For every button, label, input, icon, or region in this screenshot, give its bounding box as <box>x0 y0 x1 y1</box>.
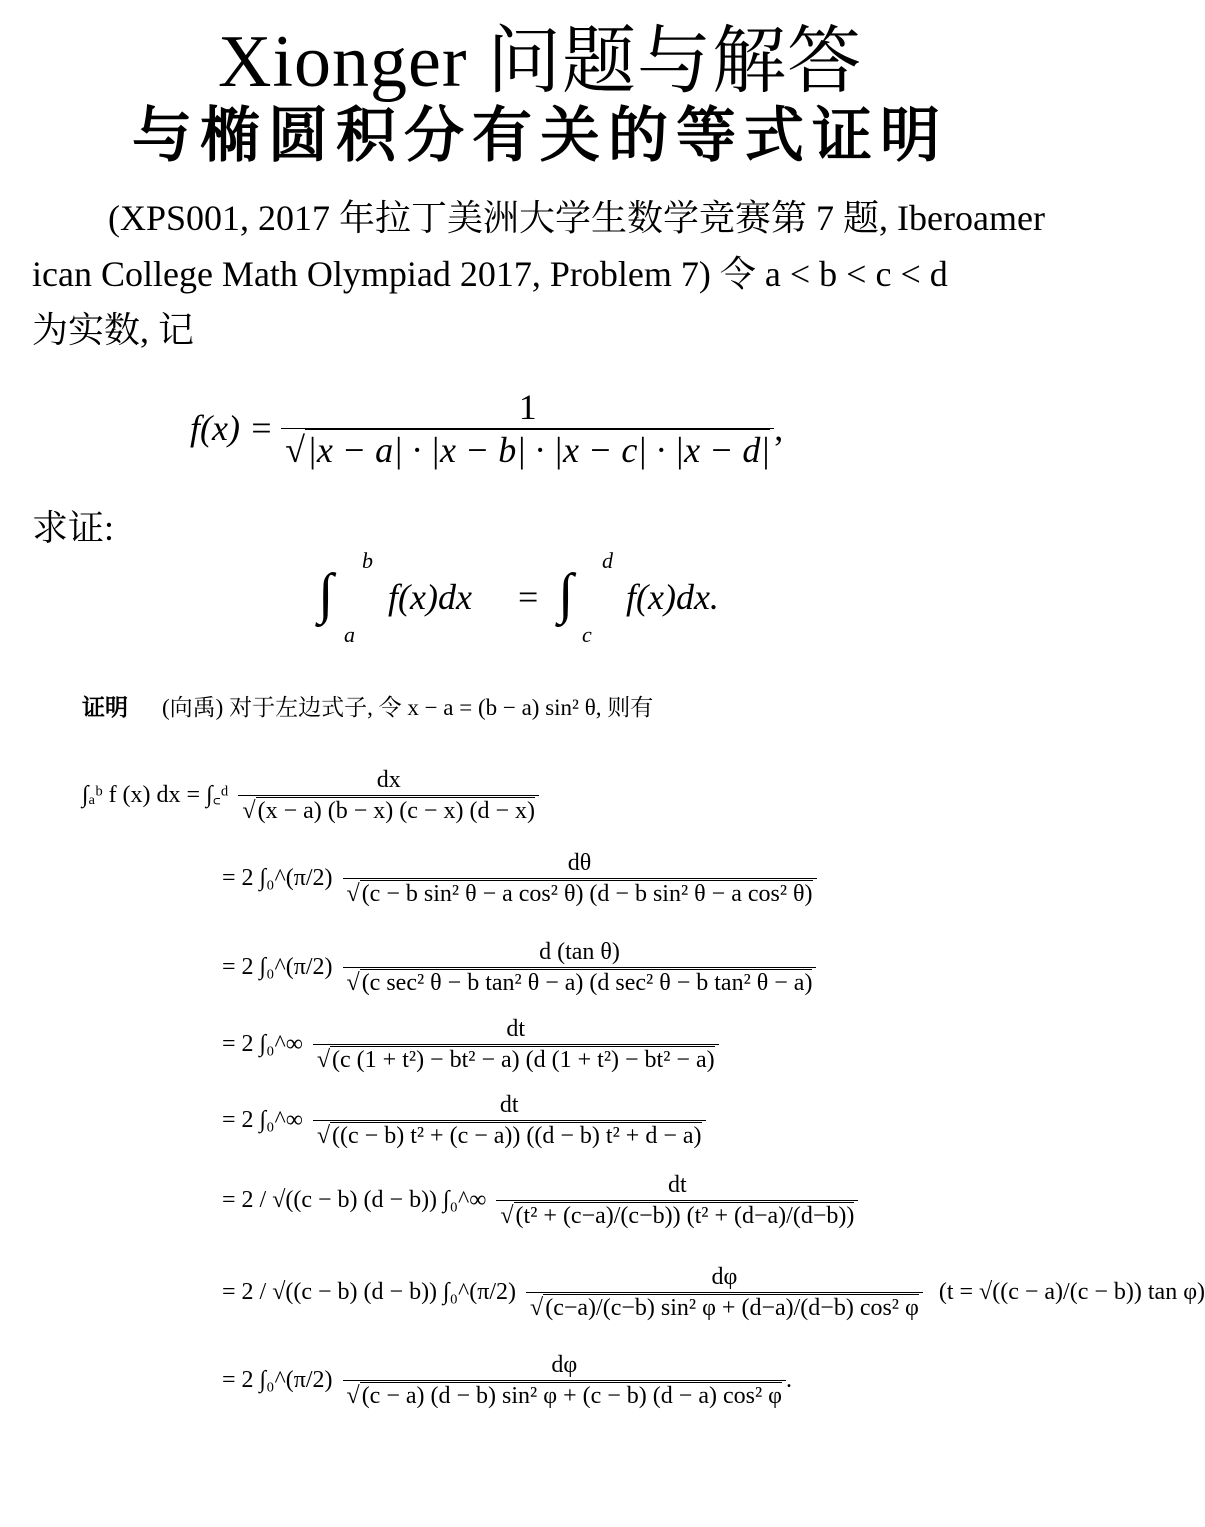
integral-sign-left: ∫ <box>318 563 334 625</box>
step-7-radicand: (c−a)/(c−b) sin² φ + (d−a)/(d−b) cos² φ <box>545 1294 919 1321</box>
function-definition <box>190 378 783 478</box>
integral-right-body: f(x)dx. <box>626 577 719 617</box>
step-3-den: √(c sec² θ − b tan² θ − a) (d sec² θ − b tan² θ − a) <box>343 967 817 998</box>
step-2-lhs: = 2 ∫₀^(π/2) <box>222 865 333 891</box>
step-3-fraction <box>343 937 817 998</box>
step-2-den: √(c − b sin² θ − a cos² θ) (d − b sin² θ − a cos² θ) <box>343 878 817 909</box>
step-3-radicand: (c sec² θ − b tan² θ − a) (d sec² θ − b tan² θ − a) <box>361 969 813 996</box>
integral-sign-right: ∫ <box>558 563 574 625</box>
step-8-tail: . <box>786 1367 793 1393</box>
step-2-radicand: (c − b sin² θ − a cos² θ) (d − b sin² θ − a cos² θ) <box>361 880 813 907</box>
int-left-lower: a <box>344 622 355 647</box>
step-1-num: dx <box>376 766 401 793</box>
step-4-fraction <box>313 1014 719 1075</box>
step-6-radicand: (t² + (c−a)/(c−b)) (t² + (d−a)/(d−b)) <box>515 1202 855 1229</box>
prove-label: 求证: <box>32 508 115 548</box>
step-7-substitution: (t = √((c − a)/(c − b)) tan φ) <box>938 1279 1205 1305</box>
step-8-den: √(c − a) (d − b) sin² φ + (c − b) (d − a) cos² φ <box>343 1380 787 1411</box>
proof-step-4 <box>222 1008 1062 1080</box>
proof-label: 证明 <box>82 695 128 720</box>
proof-step-8 <box>222 1340 1062 1420</box>
step-1-fraction <box>238 765 539 826</box>
proof-step-5 <box>222 1084 1062 1156</box>
integral-left-body: f(x)dx <box>388 577 472 617</box>
integral-identity <box>318 548 798 648</box>
step-6-fraction <box>496 1170 858 1231</box>
page-subtitle: 与椭圆积分有关的等式证明 <box>132 103 948 169</box>
step-4-radicand: (c (1 + t²) − bt² − a) (d (1 + t²) − bt² − a) <box>332 1046 715 1073</box>
f-numerator: 1 <box>518 386 537 427</box>
step-7-lhs: = 2 / √((c − b) (d − b)) ∫₀^(π/2) <box>222 1279 517 1305</box>
step-5-radicand: ((c − b) t² + (c − a)) ((d − b) t² + d − a) <box>332 1122 702 1149</box>
step-1-radicand: (x − a) (b − x) (c − x) (d − x) <box>257 797 535 824</box>
step-4-lhs: = 2 ∫₀^∞ <box>222 1031 303 1057</box>
f-radicand: |x − a| · |x − b| · |x − c| · |x − d| <box>307 429 771 470</box>
page-title: Xionger 问题与解答 <box>218 21 862 103</box>
proof-step-3 <box>222 930 1062 1004</box>
step-8-fraction <box>343 1350 787 1411</box>
step-5-fraction <box>313 1090 706 1151</box>
step-8-num: dφ <box>551 1351 578 1378</box>
int-left-upper: b <box>362 548 373 573</box>
step-6-num: dt <box>668 1171 687 1198</box>
f-tail: , <box>774 408 784 448</box>
f-fraction <box>281 386 774 471</box>
step-6-lhs: = 2 / √((c − b) (d − b)) ∫₀^∞ <box>222 1187 487 1213</box>
step-6-den: √(t² + (c−a)/(c−b)) (t² + (d−a)/(d−b)) <box>496 1200 858 1231</box>
problem-line-2: ican College Math Olympiad 2017, Problem 7) 令 a < b < c < d <box>32 254 948 294</box>
step-1-den: √(x − a) (b − x) (c − x) (d − x) <box>238 795 539 826</box>
proof-step-2 <box>222 838 1062 918</box>
step-4-num: dt <box>506 1015 526 1042</box>
problem-line-3: 为实数, 记 <box>32 310 195 350</box>
step-4-den: √(c (1 + t²) − bt² − a) (d (1 + t²) − bt² − a) <box>313 1044 719 1075</box>
f-denominator: √|x − a| · |x − b| · |x − c| · |x − d| <box>281 428 774 471</box>
proof-intro: (向禹) 对于左边式子, 令 x − a = (b − a) sin² θ, 则有 <box>162 695 654 720</box>
step-1-lhs: ∫ₐᵇ f (x) dx = ∫꜀ᵈ <box>82 782 229 808</box>
proof-step-7 <box>222 1248 1205 1336</box>
step-5-den: √((c − b) t² + (c − a)) ((d − b) t² + d − a) <box>313 1120 706 1151</box>
int-right-lower: c <box>582 622 592 647</box>
step-8-radicand: (c − a) (d − b) sin² φ + (c − b) (d − a) cos² φ <box>361 1382 783 1409</box>
step-3-num: d (tan θ) <box>539 938 620 965</box>
step-7-den: √(c−a)/(c−b) sin² φ + (d−a)/(d−b) cos² φ <box>526 1292 923 1323</box>
step-3-lhs: = 2 ∫₀^(π/2) <box>222 954 333 980</box>
integral-equals: = <box>518 577 539 617</box>
step-5-num: dt <box>499 1091 519 1118</box>
step-2-fraction <box>343 848 817 909</box>
int-right-upper: d <box>602 548 613 573</box>
step-5-lhs: = 2 ∫₀^∞ <box>222 1107 303 1133</box>
proof-step-1 <box>82 760 1062 830</box>
step-7-num: dφ <box>711 1263 738 1290</box>
step-8-lhs: = 2 ∫₀^(π/2) <box>222 1367 333 1393</box>
f-lhs: f(x) = <box>190 408 274 448</box>
proof-step-6 <box>222 1158 1062 1242</box>
step-7-fraction <box>526 1262 923 1323</box>
problem-line-1: (XPS001, 2017 年拉丁美洲大学生数学竞赛第 7 题, Iberoamer <box>108 198 1045 238</box>
step-2-num: dθ <box>567 849 592 876</box>
